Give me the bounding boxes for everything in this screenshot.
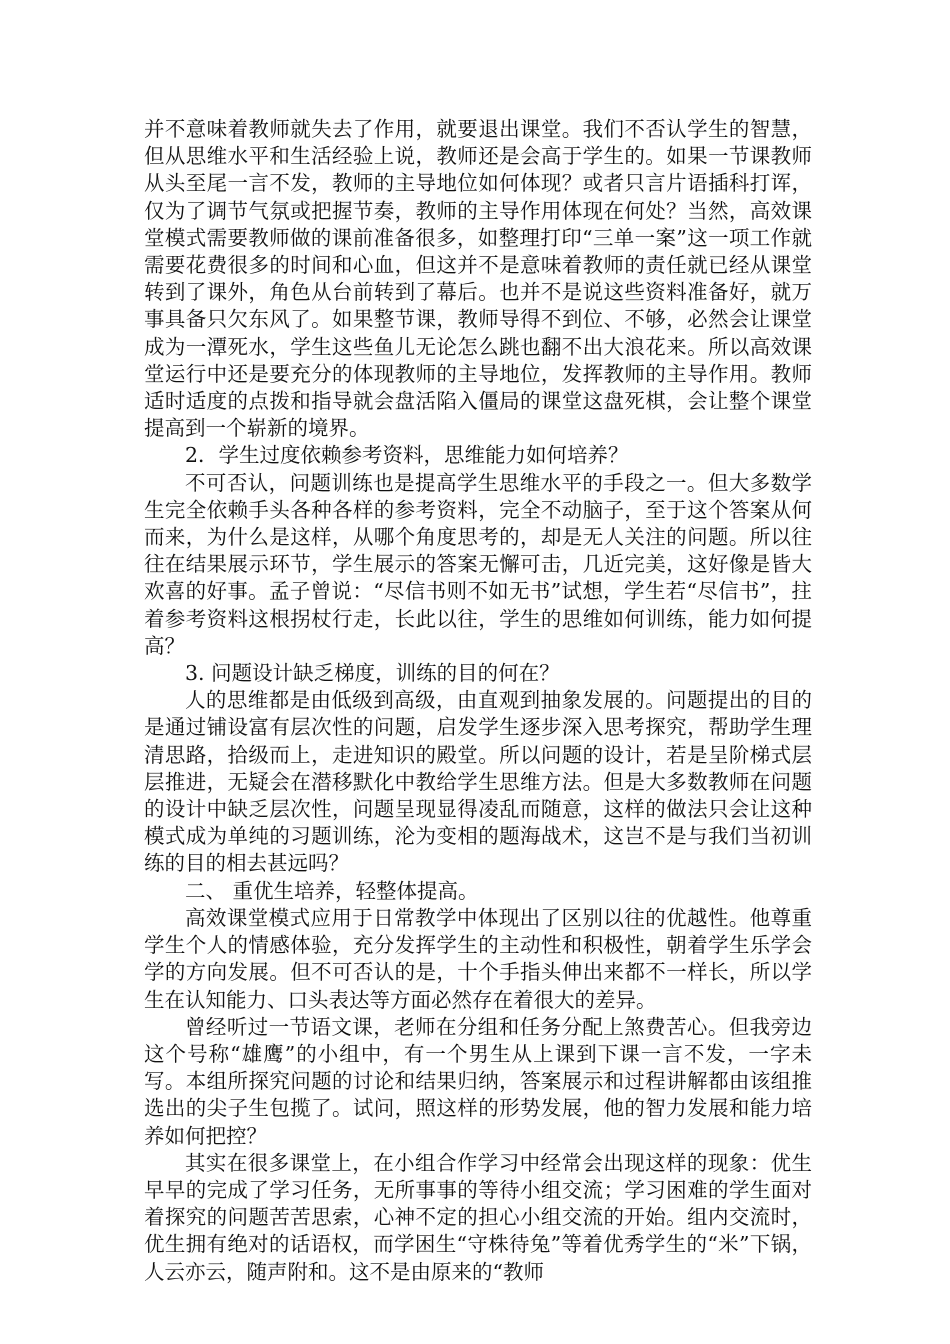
paragraph-efficient-classroom: 高效课堂模式应用于日常教学中体现出了区别以往的优越性。他尊重学生个人的情感体验，充分发挥学生的主动性和积极性，朝着学生乐学会学的方向发展。但不可否认的是，十个手指头伸出来都不一样长，所以学生在认知能力、口头表达等方面必然存在着很大的差异。 <box>144 905 812 1012</box>
paragraph-teacher-role: 并不意味着教师就失去了作用，就要退出课堂。我们不否认学生的智慧，但从思维水平和生活经验上说，教师还是会高于学生的。如果一节课教师从头至尾一言不发，教师的主导地位如何体现？或者只言片语插科打诨，仅为了调节气氛或把握节奏，教师的主导作用体现在何处？当然，高效课堂模式需要教师做的课前准备很多，如整理打印“三单一案”这一项工作就需要花费很多的时间和心血，但这并不是意味着教师的责任就已经从课堂转到了课外，角色从台前转到了幕后。也并不是说这些资料准备好，就万事具备只欠东风了。如果整节课，教师导得不到位、不够，必然会让课堂成为一潭死水，学生这些鱼儿无论怎么跳也翻不出大浪花来。所以高效课堂运行中还是要充分的体现教师的主导地位，发挥教师的主导作用。教师适时适度的点拨和指导就会盘活陷入僵局的课堂这盘死棋，会让整个课堂提高到一个崭新的境界。 <box>144 117 812 441</box>
paragraph-question-gradient: 人的思维都是由低级到高级，由直观到抽象发展的。问题提出的目的是通过铺设富有层次性的问题，启发学生逐步深入思考探究，帮助学生理清思路，拾级而上，走进知识的殿堂。所以问题的设计，若是呈阶梯式层层推进，无疑会在潜移默化中教给学生思维方法。但是大多数教师在问题的设计中缺乏层次性，问题呈现显得凌乱而随意，这样的做法只会让这种模式成为单纯的习题训练，沦为变相的题海战术，这岂不是与我们当初训练的目的相去甚远吗？ <box>144 688 812 876</box>
paragraph-reference-dependence: 不可否认，问题训练也是提高学生思维水平的手段之一。但大多数学生完全依赖手头各种各样的参考资料，完全不动脑子，至于这个答案从何而来，为什么是这样，从哪个角度思考的，却是无人关注的问题。所以往往在结果展示环节，学生展示的答案无懈可击，几近完美，这好像是皆大欢喜的好事。孟子曾说：“尽信书则不如无书”试想，学生若“尽信书”，拄着参考资料这根拐杖行走，长此以往，学生的思维如何训练，能力如何提高？ <box>144 470 812 658</box>
document-page <box>144 116 812 1286</box>
heading-question-gradient: 3. 问题设计缺乏梯度，训练的目的何在？ <box>185 661 560 686</box>
paragraph-chinese-lesson: 曾经听过一节语文课，老师在分组和任务分配上煞费苦心。但我旁边这个号称“雄鹰”的小组中，有一个男生从上课到下课一言不发，一字未写。本组所探究问题的讨论和结果归纳，答案展示和过程讲解都由该组推选出的尖子生包揽了。试问，照这样的形势发展，他的智力发展和能力培养如何把控？ <box>144 1014 812 1148</box>
heading-top-students: 二、 重优生培养，轻整体提高。 <box>185 878 479 903</box>
paragraph-group-learning: 其实在很多课堂上，在小组合作学习中经常会出现这样的现象：优生早早的完成了学习任务，无所事事的等待小组交流；学习困难的学生面对着探究的问题苦苦思索，心神不定的担心小组交流的开始。组内交流时，优生拥有绝对的话语权，而学困生“守株待兔”等着优秀学生的“米”下锅，人云亦云，随声附和。这不是由原来的“教师 <box>144 1150 812 1284</box>
heading-reference-dependence: 2．学生过度依赖参考资料，思维能力如何培养？ <box>185 443 629 468</box>
